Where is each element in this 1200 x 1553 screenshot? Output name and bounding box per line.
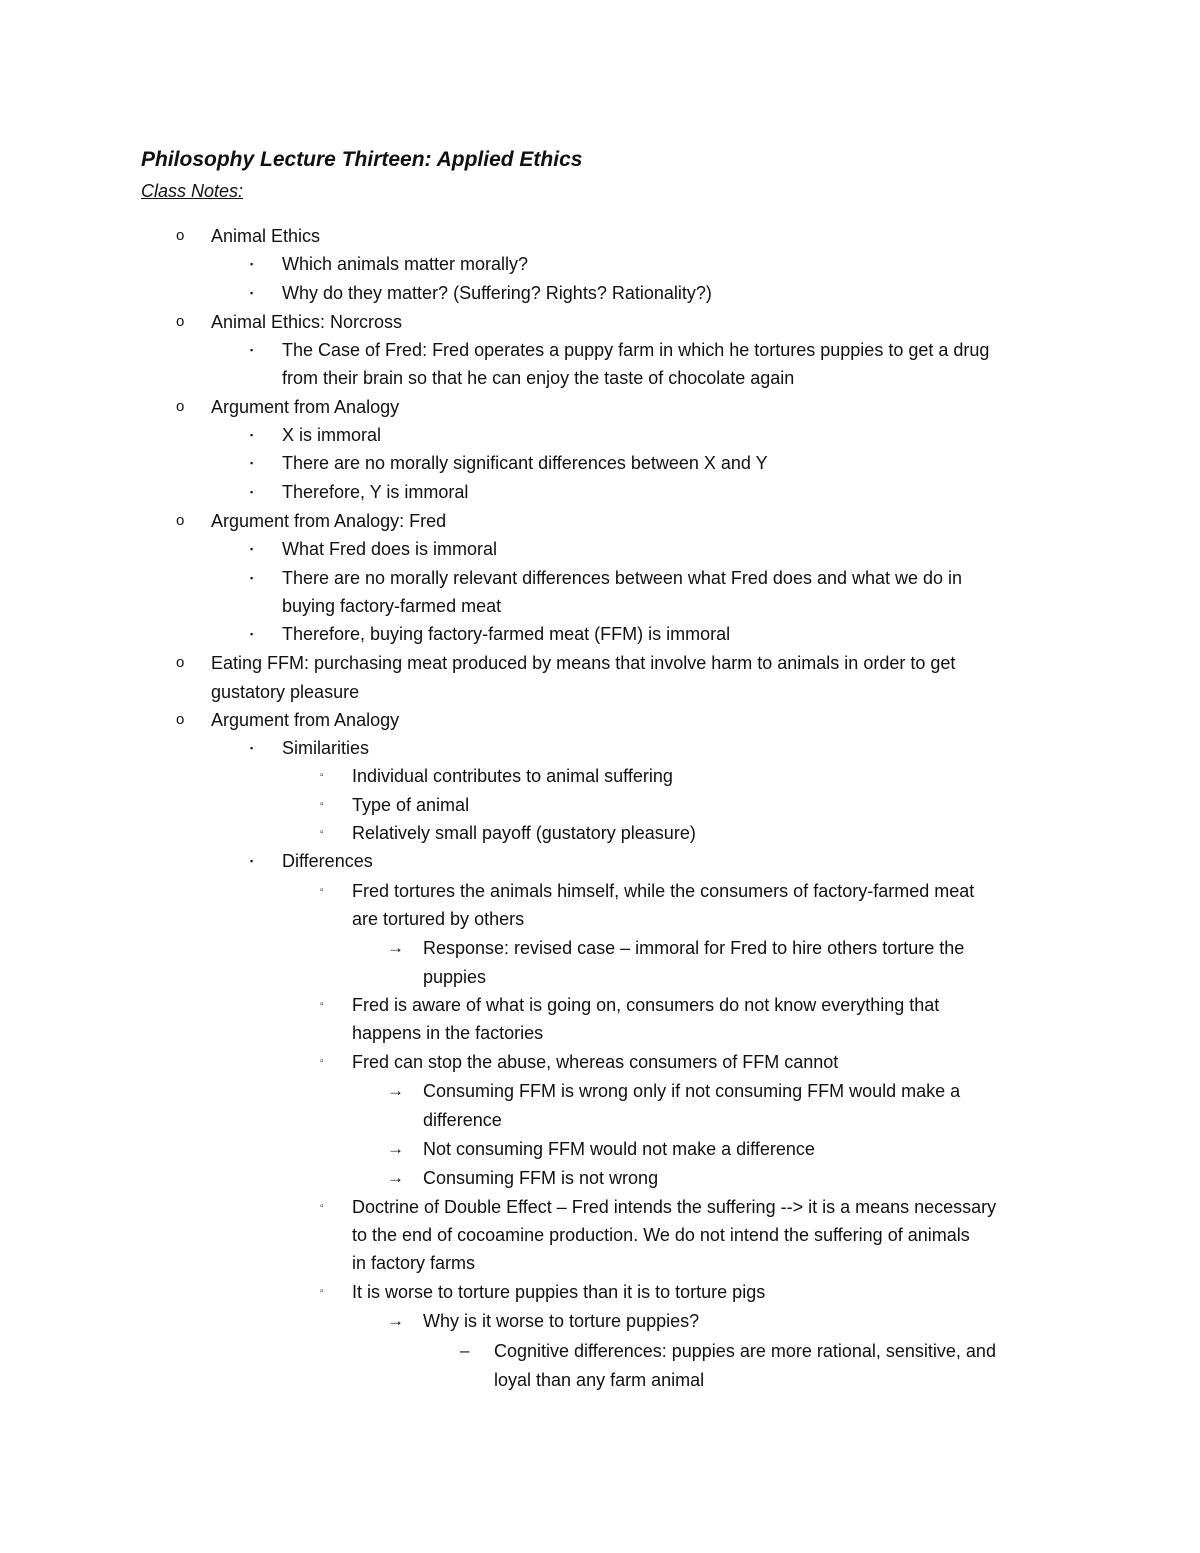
list-item: Argument from Analogy bbox=[211, 397, 400, 417]
bullet-square: ▪ bbox=[250, 856, 254, 866]
bullet-o: o bbox=[176, 711, 185, 728]
list-item: X is immoral bbox=[282, 425, 382, 445]
bullet-square: ▪ bbox=[250, 458, 254, 468]
bullet-hollow-square: ▫ bbox=[320, 799, 324, 810]
list-item: Fred is aware of what is going on, consumers do not know everything that bbox=[352, 995, 940, 1015]
list-item: Why do they matter? (Suffering? Rights? Rationality?) bbox=[282, 283, 712, 303]
arrow-icon: → bbox=[387, 1168, 404, 1187]
page-title: Philosophy Lecture Thirteen: Applied Ethics bbox=[141, 148, 583, 171]
bullet-square: ▪ bbox=[250, 259, 254, 269]
list-item: Argument from Analogy bbox=[211, 710, 400, 730]
list-item: Which animals matter morally? bbox=[282, 254, 529, 274]
list-item: What Fred does is immoral bbox=[282, 539, 498, 559]
list-item: Similarities bbox=[282, 738, 370, 758]
list-item: Cognitive differences: puppies are more rational, sensitive, and bbox=[494, 1341, 996, 1361]
bullet-hollow-square: ▫ bbox=[320, 885, 324, 896]
list-item: Animal Ethics bbox=[211, 226, 321, 246]
bullet-hollow-square: ▫ bbox=[320, 827, 324, 838]
list-item: Therefore, Y is immoral bbox=[282, 482, 469, 502]
list-item: Fred can stop the abuse, whereas consumers of FFM cannot bbox=[352, 1052, 839, 1072]
list-item: Relatively small payoff (gustatory pleasure) bbox=[352, 823, 696, 843]
bullet-hollow-square: ▫ bbox=[320, 999, 324, 1010]
bullet-o: o bbox=[176, 654, 185, 671]
bullet-square: ▪ bbox=[250, 430, 254, 440]
list-item: to the end of cocoamine production. We do not intend the suffering of animals bbox=[352, 1225, 970, 1245]
list-item: Differences bbox=[282, 851, 373, 871]
list-item: Fred tortures the animals himself, while the consumers of factory-farmed meat bbox=[352, 881, 975, 901]
list-item: The Case of Fred: Fred operates a puppy farm in which he tortures puppies to get a drug bbox=[282, 340, 990, 360]
list-item: Eating FFM: purchasing meat produced by means that involve harm to animals in order to get bbox=[211, 653, 956, 673]
list-item: loyal than any farm animal bbox=[494, 1370, 705, 1390]
list-item: Not consuming FFM would not make a difference bbox=[423, 1139, 815, 1159]
bullet-hollow-square: ▫ bbox=[320, 1056, 324, 1067]
bullet-o: o bbox=[176, 227, 185, 244]
list-item: Therefore, buying factory-farmed meat (FFM) is immoral bbox=[282, 624, 731, 644]
page-subtitle: Class Notes: bbox=[141, 181, 244, 201]
list-item: gustatory pleasure bbox=[211, 682, 360, 702]
list-item: Doctrine of Double Effect – Fred intends the suffering --> it is a means necessary bbox=[352, 1197, 997, 1217]
bullet-o: o bbox=[176, 398, 185, 415]
dash-bullet: – bbox=[460, 1341, 470, 1360]
list-item: buying factory-farmed meat bbox=[282, 596, 502, 616]
list-item: Why is it worse to torture puppies? bbox=[423, 1311, 700, 1331]
bullet-square: ▪ bbox=[250, 629, 254, 639]
bullet-hollow-square: ▫ bbox=[320, 770, 324, 781]
list-item: difference bbox=[423, 1110, 502, 1130]
list-item: It is worse to torture puppies than it is to torture pigs bbox=[352, 1282, 766, 1302]
list-item: Consuming FFM is not wrong bbox=[423, 1168, 659, 1188]
list-item: Individual contributes to animal suffering bbox=[352, 766, 673, 786]
list-item: Argument from Analogy: Fred bbox=[211, 511, 447, 531]
arrow-icon: → bbox=[387, 1139, 404, 1158]
arrow-icon: → bbox=[387, 1081, 404, 1100]
arrow-icon: → bbox=[387, 1311, 404, 1330]
list-item: puppies bbox=[423, 967, 487, 987]
bullet-o: o bbox=[176, 313, 185, 330]
bullet-square: ▪ bbox=[250, 544, 254, 554]
bullet-o: o bbox=[176, 512, 185, 529]
bullet-square: ▪ bbox=[250, 288, 254, 298]
bullet-hollow-square: ▫ bbox=[320, 1286, 324, 1297]
arrow-icon: → bbox=[387, 938, 404, 957]
list-item: happens in the factories bbox=[352, 1023, 544, 1043]
list-item: from their brain so that he can enjoy the taste of chocolate again bbox=[282, 368, 795, 388]
list-item: There are no morally relevant differences between what Fred does and what we do in bbox=[282, 568, 963, 588]
bullet-hollow-square: ▫ bbox=[320, 1201, 324, 1212]
list-item: Animal Ethics: Norcross bbox=[211, 312, 403, 332]
list-item: There are no morally significant differences between X and Y bbox=[282, 453, 768, 473]
bullet-square: ▪ bbox=[250, 345, 254, 355]
list-item: in factory farms bbox=[352, 1253, 476, 1273]
bullet-square: ▪ bbox=[250, 573, 254, 583]
bullet-square: ▪ bbox=[250, 743, 254, 753]
list-item: Consuming FFM is wrong only if not consuming FFM would make a bbox=[423, 1081, 961, 1101]
list-item: Type of animal bbox=[352, 795, 470, 815]
bullet-square: ▪ bbox=[250, 487, 254, 497]
list-item: are tortured by others bbox=[352, 909, 525, 929]
list-item: Response: revised case – immoral for Fred to hire others torture the bbox=[423, 938, 965, 958]
